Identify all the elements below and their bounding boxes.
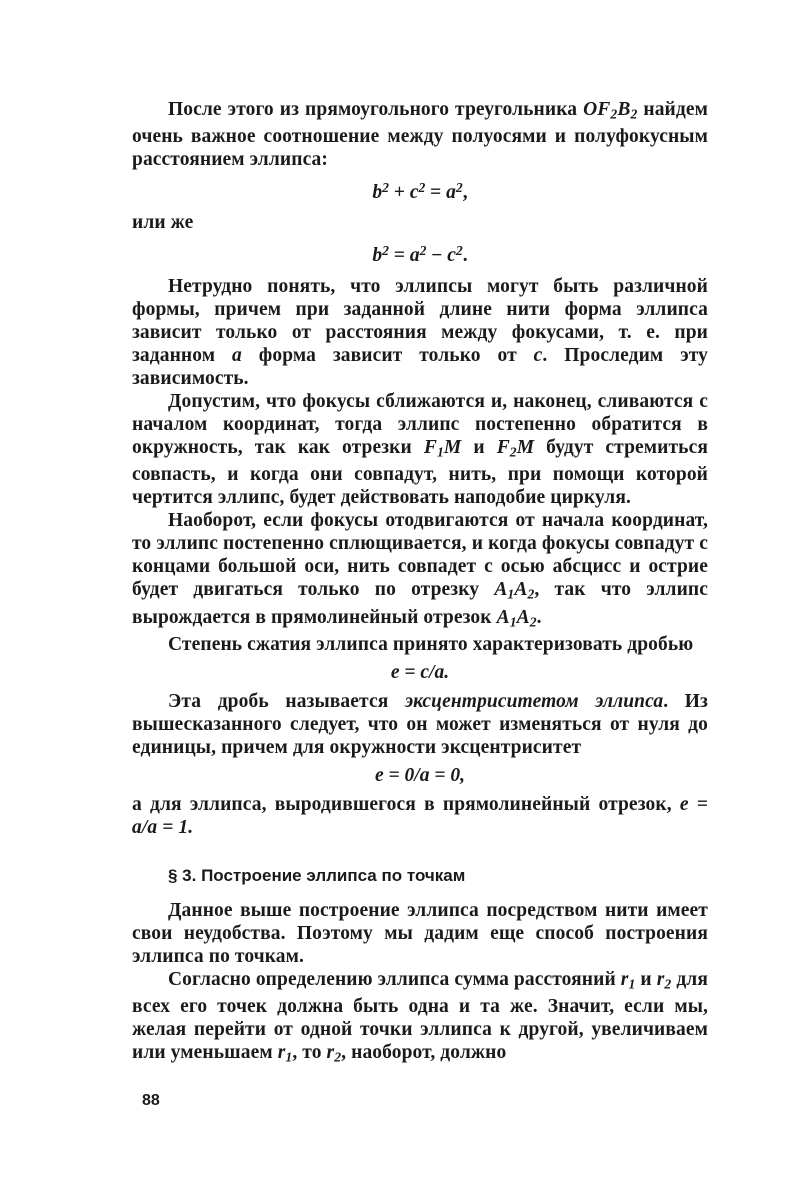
paragraph-2: Нетрудно понять, что эллипсы могут быть различной формы, причем при заданной длине нити форма эллипса зависит только от расстояния между фокусами, т. е. при заданном a форма зависит только от c. Проследим эту зависимость. bbox=[132, 275, 708, 389]
paragraph-1: После этого из прямоугольного треугольника $OF_2B_2$ найдем очень важное соотношение между полуосями и полуфокусным расстоянием эллипса: bbox=[132, 99, 708, 171]
paragraph-7: а для эллипса, выродившегося в прямолинейный отрезок, e = a/a = 1. bbox=[132, 793, 708, 838]
formula-eccentricity: e = c/a. bbox=[390, 661, 450, 683]
or-text: или же bbox=[132, 211, 194, 233]
triangle-label: $OF_2B_2$ bbox=[583, 99, 638, 122]
formula-b-squared: $b^2 = a^2 - c^2$. bbox=[372, 242, 468, 266]
paragraph-9: Согласно определению эллипса сумма расстояний $r_1$ и $r_2$ для всех его точек должна быть одна и та же. Значит, если мы, желая перейти от одной точки эллипса к другой, увеличиваем или уменьшаем $r_1$, то $r_2$, наоборот, должно bbox=[132, 968, 708, 1065]
paragraph-3: Допустим, что фокусы сближаются и, наконец, сливаются с началом координат, тогда эллипс постепенно обратится в окружность, так как отрезки $F_1M$ и $F_2M$ будут стремиться совпасть, и когда они совпадут, нить, при помощи которой чертится эллипс, будет действовать наподобие циркуля. bbox=[132, 390, 708, 509]
formula-sum-squares: $b^2 + c^2 = a^2$, bbox=[372, 180, 468, 204]
page-body bbox=[132, 98, 708, 1069]
formula-circle-eccentricity: e = 0/a = 0, bbox=[375, 764, 465, 786]
paragraph-8: Данное выше построение эллипса посредством нити имеет свои неудобства. Поэтому мы дадим еще способ построения эллипса по точкам. bbox=[132, 899, 708, 967]
paragraph-6: Эта дробь называется эксцентриситетом эллипса. Из вышесказанного следует, что он может изменяться от нуля до единицы, причем для окружности эксцентриситет bbox=[132, 690, 708, 758]
term-eccentricity: эксцентриситетом эллипса bbox=[404, 690, 664, 712]
page-number: 88 bbox=[142, 1092, 160, 1109]
paragraph-4: Наоборот, если фокусы отодвигаются от начала координат, то эллипс постепенно сплющивается, и когда фокусы совпадут с концами большой оси, нить совпадет с осью абсцисс и острие будет двигаться только по отрезку $A_1A_2$, так что эллипс вырождается в прямолинейный отрезок $A_1A_2$. bbox=[132, 510, 708, 629]
paragraph-5: Степень сжатия эллипса принято характеризовать дробью bbox=[168, 633, 694, 655]
section-heading: § 3. Построение эллипса по точкам bbox=[168, 865, 466, 885]
